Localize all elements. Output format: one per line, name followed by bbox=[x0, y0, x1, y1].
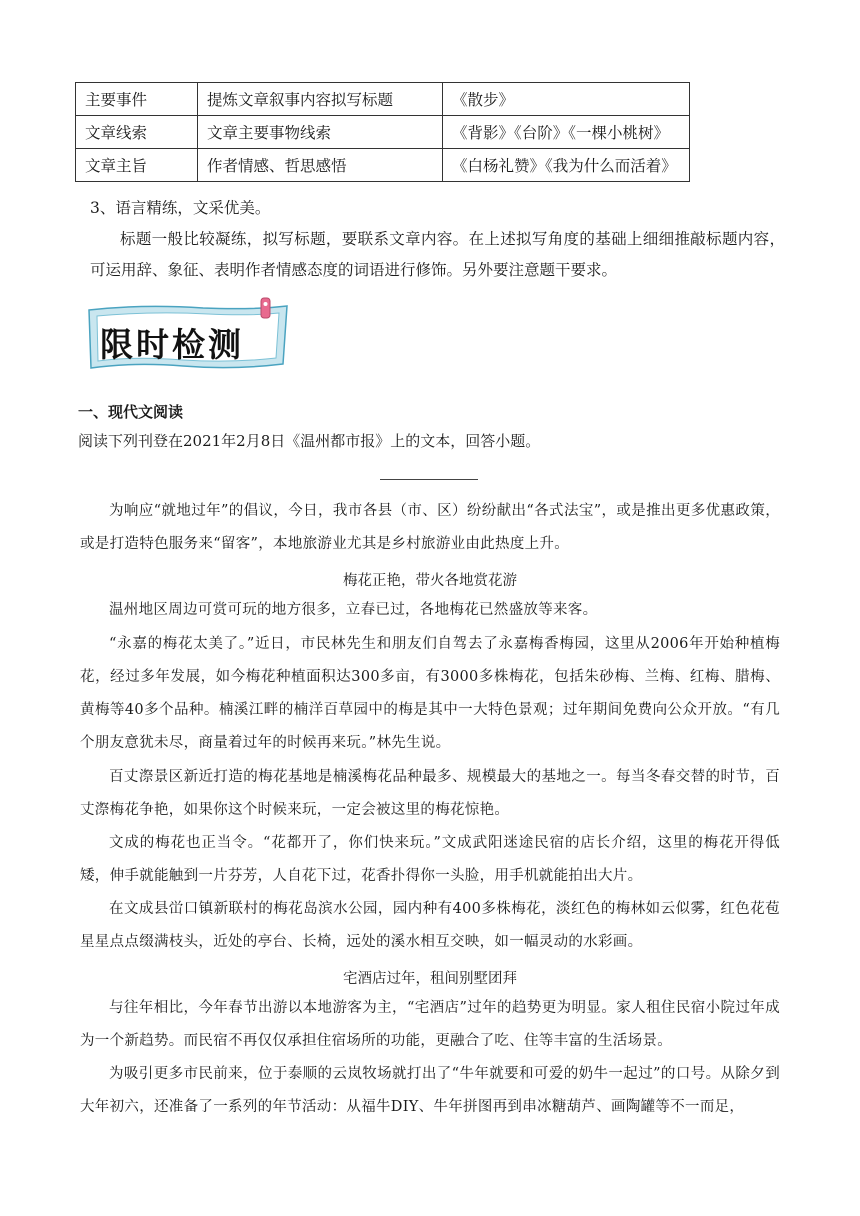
table-cell: 《散步》 bbox=[443, 83, 690, 116]
article-paragraph: 文成的梅花也正当令。“花都开了，你们快来玩。”文成武阳迷途民宿的店长介绍，这里的梅花开得低矮，伸手就能触到一片芬芳，人自花下过，花香扑得你一头脸，用手机就能拍出大片。 bbox=[80, 835, 780, 884]
article-paragraph: 在文成县峃口镇新联村的梅花岛滨水公园，园内种有400多株梅花，淡红色的梅林如云似雾，红色花苞星星点点缀满枝头，近处的亭台、长椅，远处的溪水相互交映，如一幅灵动的水彩画。 bbox=[80, 901, 780, 950]
table-row bbox=[76, 116, 690, 149]
article-paragraph: 温州地区周边可赏可玩的地方很多，立春已过，各地梅花已然盛放等来客。 bbox=[109, 602, 598, 618]
title-blank-line bbox=[380, 479, 478, 480]
article-paragraph: 为响应“就地过年”的倡议，今日，我市各县（市、区）纷纷献出“各式法宝”，或是推出更多优惠政策，或是打造特色服务来“留客”，本地旅游业尤其是乡村旅游业由此热度上升。 bbox=[80, 503, 780, 552]
article-subheading: 梅花正艳，带火各地赏花游 bbox=[343, 573, 517, 589]
point-three-body: 标题一般比较凝练，拟写标题，要联系文章内容。在上述拟写角度的基础上细细推敲标题内容，可运用辞、象征、表明作者情感态度的词语进行修饰。另外要注意题干要求。 bbox=[90, 230, 785, 279]
section-banner-title: 限时检测 bbox=[100, 325, 244, 364]
table-cell: 文章主要事物线索 bbox=[198, 116, 443, 149]
table-row bbox=[76, 149, 690, 182]
section-heading: 一、现代文阅读 bbox=[78, 403, 184, 421]
table-cell: 文章线索 bbox=[76, 116, 198, 149]
article-paragraph: 为吸引更多市民前来，位于泰顺的云岚牧场就打出了“牛年就要和可爱的奶牛一起过”的口号。从除夕到大年初六，还准备了一系列的年节活动：从福牛DIY、牛年拼图再到串冰糖葫芦、画陶罐等不一而足， bbox=[80, 1066, 780, 1115]
article-paragraph: 与往年相比，今年春节出游以本地游客为主，“宅酒店”过年的趋势更为明显。家人租住民宿小院过年成为一个新趋势。而民宿不再仅仅承担住宿场所的功能，更融合了吃、住等丰富的生活场景。 bbox=[80, 1000, 780, 1049]
table-cell: 文章主旨 bbox=[76, 149, 198, 182]
article-paragraph: “永嘉的梅花太美了。”近日，市民林先生和朋友们自驾去了永嘉梅香梅园，这里从2006年开始种植梅花，经过多年发展，如今梅花种植面积达300多亩，有3000多株梅花，包括朱砂梅、兰梅、红梅、腊梅、黄梅等40多个品种。楠溪江畔的楠洋百草园中的梅是其中一大特色景观；过年期间免费向公众开放。“有几个朋友意犹未尽，商量着过年的时候再来玩。”林先生说。 bbox=[80, 636, 780, 751]
table-cell: 提炼文章叙事内容拟写标题 bbox=[198, 83, 443, 116]
article-subheading: 宅酒店过年，租间别墅团拜 bbox=[343, 971, 517, 987]
table-cell: 《白杨礼赞》《我为什么而活着》 bbox=[443, 149, 690, 182]
title-methods-table bbox=[75, 82, 690, 182]
article-paragraph: 百丈漈景区新近打造的梅花基地是楠溪梅花品种最多、规模最大的基地之一。每当冬春交替的时节，百丈漈梅花争艳，如果你这个时候来玩，一定会被这里的梅花惊艳。 bbox=[80, 769, 780, 818]
table-cell: 主要事件 bbox=[76, 83, 198, 116]
section-intro: 阅读下列刊登在2021年2月8日《温州都市报》上的文本，回答小题。 bbox=[78, 432, 541, 450]
table-row bbox=[76, 83, 690, 116]
point-three-heading: 3、语言精练，文采优美。 bbox=[90, 199, 271, 217]
table-cell: 《背影》《台阶》《一棵小桃树》 bbox=[443, 116, 690, 149]
table-cell: 作者情感、哲思感悟 bbox=[198, 149, 443, 182]
